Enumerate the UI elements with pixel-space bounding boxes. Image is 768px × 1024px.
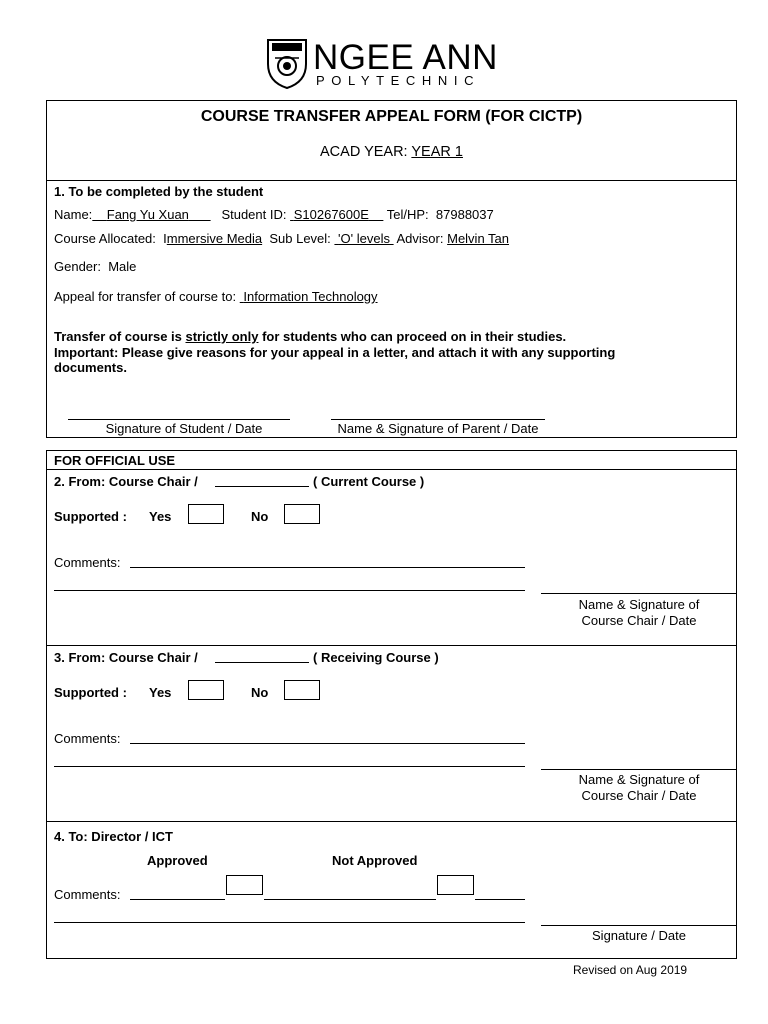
section4-comments-label: Comments: [54,887,121,902]
section3-no-label: No [251,685,269,700]
revision-note: Revised on Aug 2019 [573,963,688,977]
section3-yes-checkbox[interactable] [188,680,224,700]
section3-comments-line2[interactable] [54,766,525,767]
acad-year-label: ACAD YEAR: [320,144,408,160]
section2-signature-line[interactable] [541,593,737,594]
official-heading: FOR OFFICIAL USE [54,453,176,468]
section3-signature-line[interactable] [541,769,737,770]
student-id-value[interactable]: S10267600E [293,207,369,222]
tel-value[interactable]: 87988037 [435,207,494,222]
official-section [46,450,737,959]
course-row [54,231,509,246]
sublevel-label: Sub Level: [269,231,331,246]
section3-heading-course: ( Receiving Course ) [313,650,439,665]
section2-heading-course: ( Current Course ) [313,474,425,489]
appeal-label: Appeal for transfer of course to: [54,289,237,304]
section3-heading: 3. From: Course Chair / [54,650,198,665]
section3-comments-line1[interactable] [130,743,525,744]
section2-supported-label: Supported : [54,509,127,524]
section2-signature-label: Name & Signature of Course Chair / Date [578,597,700,628]
logo-name: NGEE ANN [313,38,498,77]
parent-signature-label: Name & Signature of Parent / Date [337,421,539,436]
section4-signature-label: Signature / Date [592,928,686,943]
gender-row [54,259,136,274]
section2-yes-checkbox[interactable] [188,504,224,524]
section3-divider [46,821,737,822]
gender-label: Gender: [54,259,101,274]
gender-value[interactable]: Male [108,259,137,274]
not-approved-label: Not Approved [332,853,418,868]
important-note-cont: documents. [54,360,127,375]
sublevel-value[interactable]: 'O' levels [338,231,390,246]
student-id-label: Student ID: [221,207,287,222]
section2-yes-label: Yes [149,509,172,524]
section4-comments-line2[interactable] [54,922,525,923]
transfer-note: Transfer of course is strictly only for students who can proceed on in their studies. [54,329,567,344]
logo [265,38,515,90]
official-heading-divider [46,469,737,470]
form-title: COURSE TRANSFER APPEAL FORM (FOR CICTP) [200,108,583,125]
section3-comments-label: Comments: [54,731,121,746]
advisor-label: Advisor: [396,231,444,246]
course-value-first: I [163,231,167,246]
advisor-value[interactable]: Melvin Tan [447,231,510,246]
section4-comments-line1[interactable] [130,899,225,900]
header-divider [46,180,737,181]
section3-no-checkbox[interactable] [284,680,320,700]
section2-divider [46,645,737,646]
section3-yes-label: Yes [149,685,172,700]
logo-subtitle: POLYTECHNIC [316,73,481,88]
appeal-value[interactable]: Information Technology [243,289,378,304]
course-value[interactable]: mmersive Media [166,231,263,246]
crest-icon [265,38,309,90]
section2-no-label: No [251,509,269,524]
section3-supported-label: Supported : [54,685,127,700]
approved-label: Approved [147,853,208,868]
section2-comments-line1[interactable] [130,567,525,568]
course-label: Course Allocated: [54,231,156,246]
approved-checkbox[interactable] [226,875,263,895]
name-row [54,207,494,222]
not-approved-checkbox[interactable] [437,875,474,895]
section3-receiving-course-line[interactable] [215,662,309,663]
student-signature-line[interactable] [68,419,290,420]
tel-label: Tel/HP: [386,207,429,222]
appeal-row [54,289,378,304]
section2-no-checkbox[interactable] [284,504,320,524]
strictly-only: strictly only [185,329,259,344]
parent-signature-line[interactable] [331,419,545,420]
important-note: Important: Please give reasons for your appeal in a letter, and attach it with any supporting [54,345,616,360]
section4-signature-line[interactable] [541,925,737,926]
section1-heading: 1. To be completed by the student [54,184,264,199]
section2-heading: 2. From: Course Chair / [54,474,198,489]
section3-signature-label: Name & Signature of Course Chair / Date [578,772,700,803]
student-signature-label: Signature of Student / Date [105,421,263,436]
name-label: Name: [54,207,93,222]
section4-heading: 4. To: Director / ICT [54,829,173,844]
acad-year-value: YEAR 1 [411,144,463,160]
section4-comments-line1c[interactable] [475,899,525,900]
section2-current-course-line[interactable] [215,486,309,487]
section4-comments-line1b[interactable] [264,899,436,900]
acad-year [46,144,737,160]
name-value[interactable]: Fang Yu Xuan [106,207,189,222]
section2-comments-label: Comments: [54,555,121,570]
section2-comments-line2[interactable] [54,590,525,591]
